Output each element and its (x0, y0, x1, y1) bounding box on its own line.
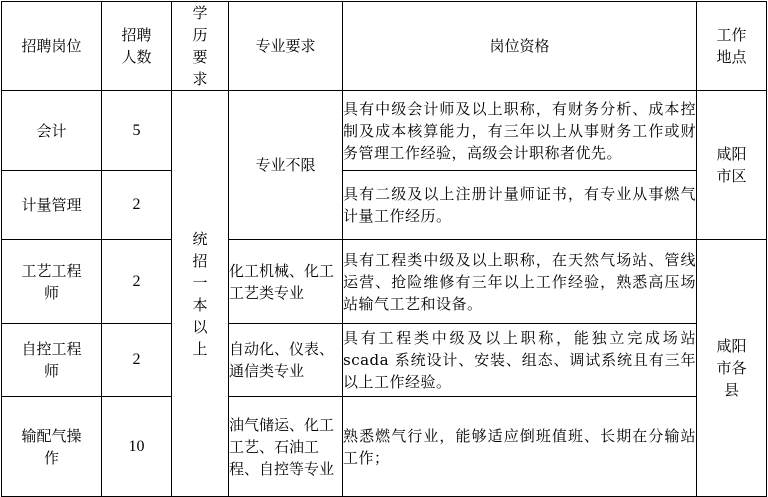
count-cell: 5 (102, 91, 172, 171)
major-cell: 油气储运、化工工艺、石油工程、自控等专业 (229, 397, 343, 497)
major-cell: 化工机械、化工工艺类专业 (229, 240, 343, 324)
count-cell: 2 (102, 171, 172, 240)
qualification-cell: 具有工程类中级及以上职称，能独立完成场站 scada 系统设计、安装、组态、调试系统且有三年以上工作经验。 (343, 324, 697, 397)
header-row (2, 2, 767, 91)
qualification-cell: 具有中级会计师及以上职称，有财务分析、成本控制及成本核算能力，有三年以上从事财务工作或财务管理工作经验，高级会计职称者优先。 (343, 91, 697, 171)
count-cell: 10 (102, 397, 172, 497)
table-row (2, 324, 767, 397)
major-cell: 专业不限 (229, 91, 343, 240)
education-cell: 统招一本以上 (172, 91, 229, 497)
qualification-cell: 熟悉燃气行业，能够适应倒班值班、长期在分输站工作； (343, 397, 697, 497)
header-count: 招聘人数 (102, 2, 172, 91)
qualification-cell: 具有工程类中级及以上职称，在天然气场站、管线运营、抢险维修有三年以上工作经验，熟悉高压场站输气工艺和设备。 (343, 240, 697, 324)
table-row (2, 397, 767, 497)
recruitment-table (1, 1, 767, 497)
table-row (2, 91, 767, 171)
position-cell: 工艺工程师 (2, 240, 102, 324)
location-cell: 咸阳市各县 (697, 240, 767, 497)
major-cell: 自动化、仪表、通信类专业 (229, 324, 343, 397)
header-location: 工作地点 (697, 2, 767, 91)
position-cell: 自控工程师 (2, 324, 102, 397)
position-cell: 会计 (2, 91, 102, 171)
table-row (2, 171, 767, 240)
table-row (2, 240, 767, 324)
count-cell: 2 (102, 324, 172, 397)
count-cell: 2 (102, 240, 172, 324)
header-major: 专业要求 (229, 2, 343, 91)
position-cell: 输配气操作 (2, 397, 102, 497)
header-position: 招聘岗位 (2, 2, 102, 91)
header-qualification: 岗位资格 (343, 2, 697, 91)
qualification-cell: 具有二级及以上注册计量师证书，有专业从事燃气计量工作经历。 (343, 171, 697, 240)
location-cell: 咸阳市区 (697, 91, 767, 240)
position-cell: 计量管理 (2, 171, 102, 240)
header-education: 学历要求 (172, 2, 229, 91)
